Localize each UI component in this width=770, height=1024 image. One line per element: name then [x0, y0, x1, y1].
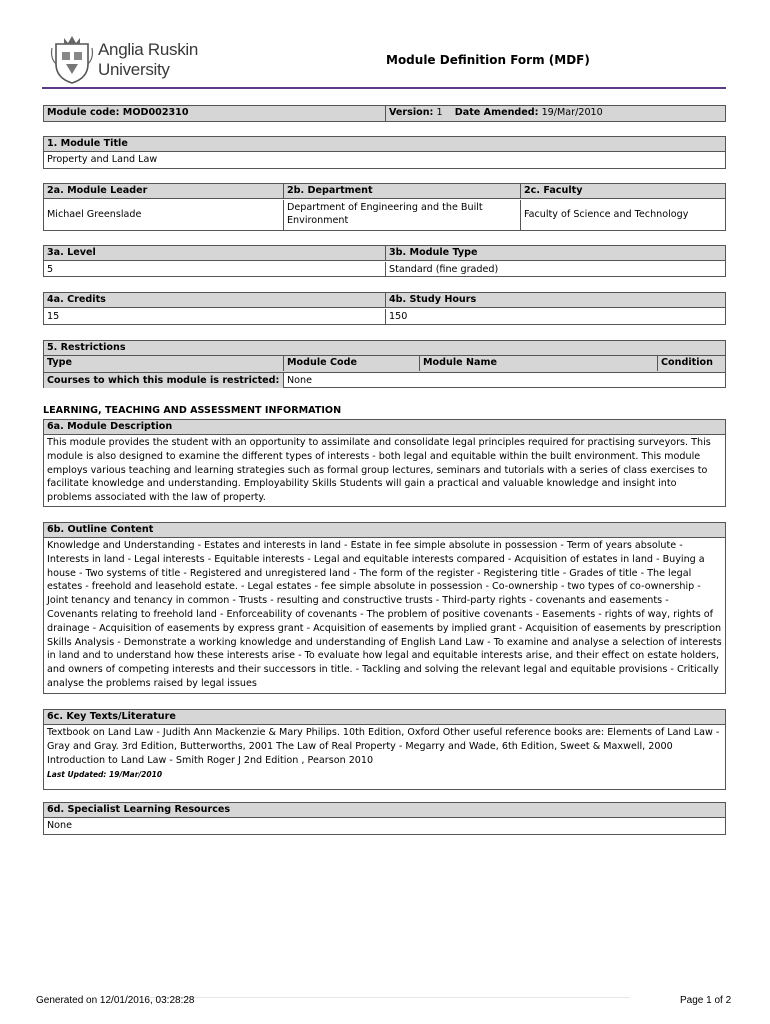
faculty-header: 2c. Faculty	[521, 184, 725, 199]
col-type: Type	[44, 356, 284, 371]
restrictions-table	[43, 340, 726, 388]
document-title: Module Definition Form (MDF)	[386, 53, 590, 67]
crest-icon	[50, 34, 94, 84]
module-leader-value: Michael Greenslade	[44, 200, 284, 230]
level-header: 3a. Level	[44, 246, 386, 261]
restrictions-header: 5. Restrictions	[44, 341, 725, 356]
module-meta-table	[43, 105, 726, 122]
level-value: 5	[44, 262, 386, 276]
faculty-value: Faculty of Science and Technology	[524, 209, 689, 221]
header-divider	[42, 87, 726, 89]
module-title-value: Property and Land Law	[47, 154, 158, 165]
description-header: 6a. Module Description	[44, 420, 725, 435]
credits-value: 15	[44, 309, 386, 324]
version-label: Version:	[389, 107, 434, 118]
last-updated: Last Updated: 19/Mar/2010	[47, 770, 163, 780]
version-value: 1	[436, 107, 443, 118]
module-title-table	[43, 136, 726, 169]
resources-table	[43, 802, 726, 835]
resources-header: 6d. Specialist Learning Resources	[44, 803, 725, 818]
date-amended-value: 19/Mar/2010	[541, 107, 603, 118]
department-value: Department of Engineering and the Built Environment	[284, 200, 521, 230]
module-type-value: Standard (fine graded)	[389, 264, 499, 275]
module-type-header: 3b. Module Type	[386, 246, 725, 261]
key-texts-header: 6c. Key Texts/Literature	[44, 710, 725, 725]
version-date-cell	[386, 106, 725, 121]
description-table	[43, 419, 726, 507]
date-amended-label: Date Amended:	[454, 107, 539, 118]
lta-section-label: LEARNING, TEACHING AND ASSESSMENT INFORMATION	[43, 405, 342, 416]
page-number: Page 1 of 2	[680, 995, 732, 1006]
outline-text: Knowledge and Understanding - Estates and interests in land - Estate in fee simple absolute in possession - Term of years absolute - Interests in land - Legal interests - Equitable interests - Legal and equitable interests compared - Acquisition of estates in land - Buying a house - Two systems of title - Registered and unregistered land - The form of the register - Registering title - Grades of title - The legal estates - freehold and leasehold estate. - Legal estates - fee simple absolute in possession - Co-ownership - two types of co-ownership - Joint tenancy and tenancy in common - Trusts - resulting and constructive trusts - Third-party rights - covenants and easements - Covenants relating to freehold land - Enforceability of covenants - The problem of positive covenants - Easements - rights of way, rights of drainage - Acquisition of easements by express grant - Acquisition of easements by implied grant - Acquisition of easements by prescription Skills Analysis - Demonstrate a working knowledge and understanding of English Land Law - To examine and analyse a selection of interests in land and to understand how these interests arise - To evaluate how legal and equitable interests arise, and their effect on estate holders, and owners of competing interests and their successors in title. - Tackling and solving the relevant legal and equitable provisions - Critically analyse the problems raised by legal issues	[47, 540, 722, 689]
module-leader-header: 2a. Module Leader	[44, 184, 284, 199]
credits-table	[43, 292, 726, 325]
col-condition: Condition	[658, 356, 725, 371]
level-table	[43, 245, 726, 277]
col-module-code: Module Code	[284, 356, 420, 371]
university-logo	[50, 34, 210, 84]
module-code: Module code: MOD002310	[44, 106, 386, 121]
study-hours-value: 150	[389, 311, 408, 322]
restriction-type-value: Courses to which this module is restricted:	[44, 373, 284, 388]
outline-header: 6b. Outline Content	[44, 523, 725, 538]
credits-header: 4a. Credits	[44, 293, 386, 308]
module-title-header: 1. Module Title	[44, 137, 725, 152]
generated-timestamp: Generated on 12/01/2016, 03:28:28	[36, 995, 195, 1006]
col-module-name: Module Name	[420, 356, 658, 371]
description-text: This module provides the student with an opportunity to assimilate and consolidate legal principles required for practising surveyors. This module is also designed to examine the different types of interests - both legal and equitable within the built environment. This module employs various teaching and learning strategies such as formal group lectures, seminars and tutorials with a series of class exercises to facilitate knowledge and understanding. Employability Skills Students will gain a practical and valuable knowledge and insight into problems associated with the law of property.	[47, 437, 711, 504]
logo-line-1: Anglia Ruskin	[98, 40, 199, 59]
outline-table	[43, 522, 726, 694]
footer-divider	[150, 997, 630, 998]
logo-line-2: University	[98, 60, 170, 79]
key-texts-table	[43, 709, 726, 790]
resources-value: None	[47, 820, 73, 831]
key-texts-text: Textbook on Land Law - Judith Ann Mackenzie & Mary Philips. 10th Edition, Oxford Other useful reference books are: Elements of Land Law - Gray and Gray. 3rd Edition, Butterworths, 2001 The Law of Real Property - Megarry and Wade, 6th Edition, Sweet & Maxwell, 2000 Introduction to Land Law - Smith Roger J 2nd Edition , Pearson 2010	[47, 727, 720, 766]
leader-table	[43, 183, 726, 231]
study-hours-header: 4b. Study Hours	[386, 293, 725, 308]
department-header: 2b. Department	[284, 184, 521, 199]
restriction-code-value: None	[287, 375, 313, 386]
